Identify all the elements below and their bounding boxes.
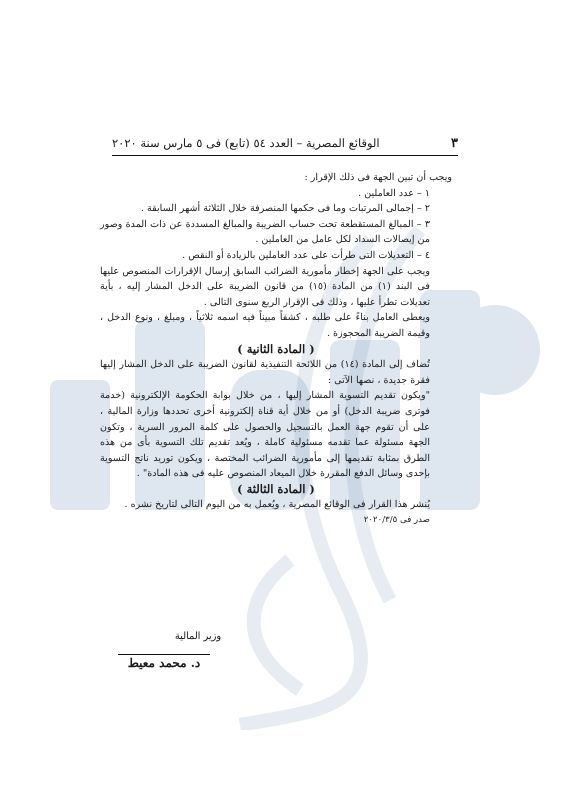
article-3-text: يُنشر هذا القرار فى الوقائع المصرية ، ويُعمل به من اليوم التالى لتاريخ نشره . [124,499,430,511]
page-number: ٣ [451,135,458,151]
page-header [112,131,458,156]
paragraph: ويجب على الجهة إخطار مأمورية الضرائب السابق إرسال الإقرارات المنصوص عليها فى البند (١) من المادة (١٥) من قانون الضريبة على الدخل المشار إليه ، بأية تعديلات تطرأ عليها ، وذلك فى الإقرار الربع سنوى التالى . [100,265,430,308]
article-2-title: ( المادة الثانية ) [237,341,315,356]
paragraph: ويعطى العامل بناءً على طلبه ، كشفاً مبيناً فيه اسمه ثلاثياً ، ومبلغ ، ونوع الدخل ، وقيمة الضريبة المحجوزة . [100,312,430,339]
issue-line: الوقائع المصرية – العدد ٥٤ (تابع) فى ٥ مارس سنة ٢٠٢٠ [112,136,380,150]
minister-title: وزير المالية [174,631,222,642]
article-2-quote: "ويكون تقديم التسوية المشار إليها ، من خلال بوابة الحكومة الإلكترونية (خدمة فوترى ضريبة الدخل) أو من خلال أية قناة إلكترونية أخرى تحددها وزارة المالية ، على أن تقوم جهة العمل بالتسجيل والحصول على كلمة المرور السرية ، وتكون الجهة مسئولة عما تقدمه مسئولية كاملة ، ويُعد تقديم تلك التسوية بأى من هذه الطرق بمثابة تقديمها إلى مأمورية الضرائب المختصة ، ويكون توريد ناتج التسوية بإحدى وسائل الدفع المقررة خلال الميعاد المنصوص عليه فى هذه المادة" . [100,390,430,480]
list-item: ١ – عدد العاملين . [358,187,430,199]
intro-line: ويجب أن تبين الجهة فى ذلك الإقرار : [304,172,452,183]
list-item: ٤ – التعديلات التى طرأت على عدد العاملين بالزيادة أو النقص . [182,249,430,261]
list-item: ٣ – المبالغ المستقطعة تحت حساب الضريبة والمبالغ المسددة عن ذات المدة وصور من إيصالات السداد لكل عامل من العاملين . [100,218,430,246]
article-2-text: تُضاف إلى المادة (١٤) من اللائحة التنفيذية لقانون الضريبة على الدخل المشار إليها فقرة جديدة ، نصها الآتى : [100,359,430,386]
document-body [100,170,452,529]
article-3-title: ( المادة الثالثة ) [237,481,315,496]
minister-name: د. محمد معيط [118,654,210,670]
list-item: ٢ – إجمالى المرتبات وما فى حكمها المنصرفة خلال الثلاثة أشهر السابقة . [140,203,430,215]
issue-date: صدر فى ٢٠٢٠/٣/٥ [363,515,430,526]
